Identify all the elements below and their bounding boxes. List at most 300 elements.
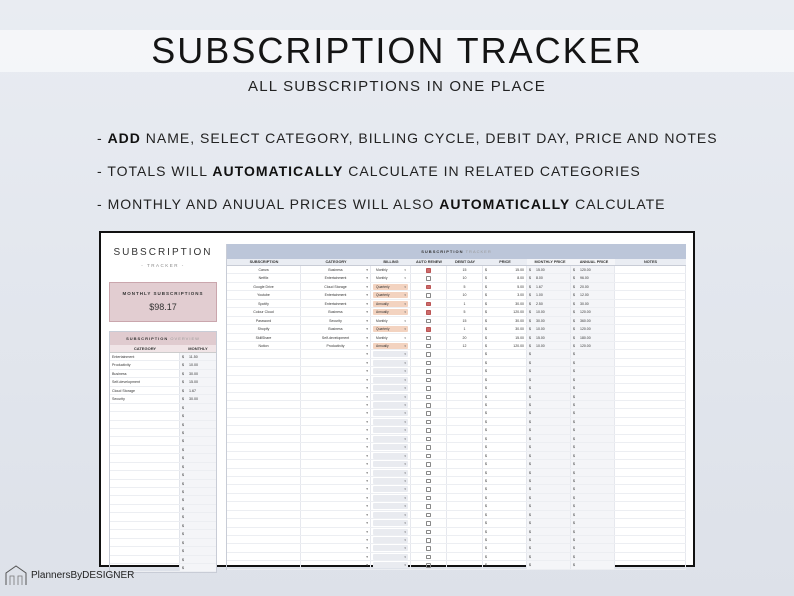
notes-cell[interactable] bbox=[615, 317, 686, 324]
chevron-down-icon[interactable]: ▾ bbox=[366, 445, 368, 450]
auto-renew-checkbox[interactable] bbox=[426, 471, 431, 476]
category-select[interactable] bbox=[301, 266, 371, 273]
price-cell[interactable] bbox=[483, 283, 527, 290]
price-cell[interactable] bbox=[483, 308, 527, 315]
subscription-name-cell[interactable] bbox=[227, 443, 301, 450]
subscription-name-cell[interactable]: Google Drive bbox=[227, 283, 301, 290]
auto-renew-checkbox[interactable] bbox=[426, 386, 431, 391]
category-select[interactable] bbox=[301, 334, 371, 341]
chevron-down-icon[interactable]: ▾ bbox=[366, 470, 368, 475]
billing-select[interactable] bbox=[373, 385, 408, 391]
overview-category-cell[interactable] bbox=[110, 480, 180, 487]
category-select[interactable] bbox=[301, 536, 371, 543]
category-select[interactable] bbox=[301, 502, 371, 509]
category-select[interactable] bbox=[301, 350, 371, 357]
chevron-down-icon[interactable]: ▾ bbox=[366, 276, 368, 281]
chevron-down-icon[interactable]: ▾ bbox=[404, 343, 406, 348]
subscription-name-cell[interactable] bbox=[227, 536, 301, 543]
debit-day-cell[interactable]: 15 bbox=[447, 317, 483, 324]
billing-select[interactable] bbox=[373, 470, 408, 476]
category-select[interactable] bbox=[301, 317, 371, 324]
auto-renew-checkbox[interactable] bbox=[426, 361, 431, 366]
category-select[interactable] bbox=[301, 418, 371, 425]
price-cell[interactable] bbox=[483, 376, 527, 383]
overview-category-cell[interactable] bbox=[110, 437, 180, 444]
billing-select[interactable] bbox=[373, 377, 408, 383]
notes-cell[interactable] bbox=[615, 553, 686, 560]
notes-cell[interactable] bbox=[615, 528, 686, 535]
chevron-down-icon[interactable]: ▾ bbox=[366, 487, 368, 492]
auto-renew-checkbox[interactable] bbox=[426, 530, 431, 535]
category-select[interactable] bbox=[301, 443, 371, 450]
subscription-name-cell[interactable]: Notion bbox=[227, 342, 301, 349]
billing-select[interactable] bbox=[373, 503, 408, 509]
subscription-name-cell[interactable] bbox=[227, 426, 301, 433]
category-select[interactable] bbox=[301, 511, 371, 518]
auto-renew-checkbox[interactable] bbox=[426, 403, 431, 408]
category-select[interactable] bbox=[301, 300, 371, 307]
subscription-name-cell[interactable]: Netflix bbox=[227, 274, 301, 281]
billing-select[interactable] bbox=[373, 453, 408, 459]
chevron-down-icon[interactable]: ▾ bbox=[366, 268, 368, 272]
overview-category-cell[interactable] bbox=[110, 404, 180, 411]
chevron-down-icon[interactable]: ▾ bbox=[404, 352, 406, 357]
chevron-down-icon[interactable]: ▾ bbox=[366, 529, 368, 534]
chevron-down-icon[interactable]: ▾ bbox=[366, 554, 368, 559]
subscription-name-cell[interactable] bbox=[227, 561, 301, 568]
category-select[interactable] bbox=[301, 376, 371, 383]
debit-day-cell[interactable]: 12 bbox=[447, 342, 483, 349]
category-select[interactable] bbox=[301, 519, 371, 526]
billing-select[interactable] bbox=[373, 360, 408, 366]
price-cell[interactable] bbox=[483, 536, 527, 543]
category-select[interactable] bbox=[301, 359, 371, 366]
subscription-name-cell[interactable] bbox=[227, 469, 301, 476]
notes-cell[interactable] bbox=[615, 418, 686, 425]
subscription-name-cell[interactable] bbox=[227, 452, 301, 459]
auto-renew-checkbox[interactable] bbox=[426, 369, 431, 374]
billing-select[interactable] bbox=[373, 309, 408, 315]
billing-select[interactable] bbox=[373, 444, 408, 450]
category-select[interactable] bbox=[301, 401, 371, 408]
price-cell[interactable] bbox=[483, 300, 527, 307]
billing-select[interactable] bbox=[373, 318, 408, 324]
chevron-down-icon[interactable]: ▾ bbox=[404, 377, 406, 382]
notes-cell[interactable] bbox=[615, 274, 686, 281]
subscription-name-cell[interactable] bbox=[227, 376, 301, 383]
price-cell[interactable] bbox=[483, 359, 527, 366]
category-select[interactable] bbox=[301, 426, 371, 433]
notes-cell[interactable] bbox=[615, 334, 686, 341]
chevron-down-icon[interactable]: ▾ bbox=[404, 301, 406, 306]
subscription-name-cell[interactable] bbox=[227, 477, 301, 484]
subscription-name-cell[interactable] bbox=[227, 519, 301, 526]
debit-day-cell[interactable]: 20 bbox=[447, 334, 483, 341]
chevron-down-icon[interactable]: ▾ bbox=[366, 394, 368, 399]
subscription-name-cell[interactable]: Colour Cloud bbox=[227, 308, 301, 315]
billing-select[interactable] bbox=[373, 326, 408, 332]
notes-cell[interactable] bbox=[615, 283, 686, 290]
price-cell[interactable] bbox=[483, 469, 527, 476]
auto-renew-checkbox[interactable] bbox=[426, 319, 431, 324]
chevron-down-icon[interactable]: ▾ bbox=[404, 394, 406, 399]
debit-day-cell[interactable]: 15 bbox=[447, 266, 483, 273]
price-cell[interactable] bbox=[483, 460, 527, 467]
billing-select[interactable] bbox=[373, 495, 408, 501]
category-select[interactable] bbox=[301, 274, 371, 281]
debit-day-cell[interactable] bbox=[447, 367, 483, 374]
chevron-down-icon[interactable]: ▾ bbox=[366, 318, 368, 323]
overview-category-cell[interactable]: Entertainment bbox=[110, 353, 180, 360]
price-cell[interactable] bbox=[483, 511, 527, 518]
price-cell[interactable] bbox=[483, 485, 527, 492]
notes-cell[interactable] bbox=[615, 350, 686, 357]
price-cell[interactable] bbox=[483, 477, 527, 484]
chevron-down-icon[interactable]: ▾ bbox=[366, 335, 368, 340]
debit-day-cell[interactable] bbox=[447, 401, 483, 408]
debit-day-cell[interactable] bbox=[447, 477, 483, 484]
overview-category-cell[interactable] bbox=[110, 496, 180, 503]
debit-day-cell[interactable] bbox=[447, 426, 483, 433]
category-select[interactable] bbox=[301, 460, 371, 467]
price-cell[interactable] bbox=[483, 553, 527, 560]
billing-select[interactable] bbox=[373, 368, 408, 374]
debit-day-cell[interactable] bbox=[447, 528, 483, 535]
debit-day-cell[interactable] bbox=[447, 359, 483, 366]
chevron-down-icon[interactable]: ▾ bbox=[366, 521, 368, 526]
category-select[interactable] bbox=[301, 308, 371, 315]
debit-day-cell[interactable]: 10 bbox=[447, 274, 483, 281]
notes-cell[interactable] bbox=[615, 376, 686, 383]
notes-cell[interactable] bbox=[615, 426, 686, 433]
auto-renew-checkbox[interactable] bbox=[426, 521, 431, 526]
price-cell[interactable] bbox=[483, 384, 527, 391]
category-select[interactable] bbox=[301, 561, 371, 568]
chevron-down-icon[interactable]: ▾ bbox=[366, 462, 368, 467]
price-cell[interactable] bbox=[483, 334, 527, 341]
chevron-down-icon[interactable]: ▾ bbox=[366, 343, 368, 348]
chevron-down-icon[interactable]: ▾ bbox=[404, 360, 406, 365]
debit-day-cell[interactable] bbox=[447, 553, 483, 560]
overview-category-cell[interactable] bbox=[110, 454, 180, 461]
billing-select[interactable] bbox=[373, 343, 408, 349]
billing-select[interactable] bbox=[373, 554, 408, 560]
auto-renew-checkbox[interactable] bbox=[426, 285, 431, 290]
chevron-down-icon[interactable]: ▾ bbox=[404, 470, 406, 475]
debit-day-cell[interactable] bbox=[447, 393, 483, 400]
auto-renew-checkbox[interactable] bbox=[426, 276, 431, 281]
subscription-name-cell[interactable] bbox=[227, 553, 301, 560]
chevron-down-icon[interactable]: ▾ bbox=[404, 403, 406, 407]
subscription-name-cell[interactable] bbox=[227, 409, 301, 416]
notes-cell[interactable] bbox=[615, 452, 686, 459]
subscription-name-cell[interactable]: Spotify bbox=[227, 300, 301, 307]
billing-select[interactable] bbox=[373, 529, 408, 535]
notes-cell[interactable] bbox=[615, 308, 686, 315]
chevron-down-icon[interactable]: ▾ bbox=[366, 360, 368, 365]
subscription-name-cell[interactable]: Youtube bbox=[227, 291, 301, 298]
subscription-name-cell[interactable] bbox=[227, 502, 301, 509]
auto-renew-checkbox[interactable] bbox=[426, 428, 431, 433]
notes-cell[interactable] bbox=[615, 359, 686, 366]
auto-renew-checkbox[interactable] bbox=[426, 310, 431, 315]
notes-cell[interactable] bbox=[615, 409, 686, 416]
notes-cell[interactable] bbox=[615, 342, 686, 349]
debit-day-cell[interactable] bbox=[447, 376, 483, 383]
billing-select[interactable] bbox=[373, 292, 408, 298]
billing-select[interactable] bbox=[373, 520, 408, 526]
notes-cell[interactable] bbox=[615, 511, 686, 518]
debit-day-cell[interactable] bbox=[447, 494, 483, 501]
category-select[interactable] bbox=[301, 342, 371, 349]
auto-renew-checkbox[interactable] bbox=[426, 352, 431, 357]
chevron-down-icon[interactable]: ▾ bbox=[404, 521, 406, 526]
auto-renew-checkbox[interactable] bbox=[426, 411, 431, 416]
auto-renew-checkbox[interactable] bbox=[426, 479, 431, 484]
overview-category-cell[interactable] bbox=[110, 530, 180, 537]
category-select[interactable] bbox=[301, 291, 371, 298]
notes-cell[interactable] bbox=[615, 443, 686, 450]
chevron-down-icon[interactable]: ▾ bbox=[404, 478, 406, 483]
notes-cell[interactable] bbox=[615, 460, 686, 467]
chevron-down-icon[interactable]: ▾ bbox=[366, 538, 368, 542]
category-select[interactable] bbox=[301, 325, 371, 332]
category-select[interactable] bbox=[301, 544, 371, 551]
notes-cell[interactable] bbox=[615, 266, 686, 273]
notes-cell[interactable] bbox=[615, 519, 686, 526]
subscription-name-cell[interactable] bbox=[227, 544, 301, 551]
price-cell[interactable] bbox=[483, 367, 527, 374]
overview-category-cell[interactable]: Self-development bbox=[110, 378, 180, 385]
auto-renew-checkbox[interactable] bbox=[426, 513, 431, 518]
notes-cell[interactable] bbox=[615, 401, 686, 408]
notes-cell[interactable] bbox=[615, 469, 686, 476]
billing-select[interactable] bbox=[373, 461, 408, 467]
chevron-down-icon[interactable]: ▾ bbox=[404, 529, 406, 534]
price-cell[interactable] bbox=[483, 291, 527, 298]
auto-renew-checkbox[interactable] bbox=[426, 336, 431, 341]
chevron-down-icon[interactable]: ▾ bbox=[404, 284, 406, 289]
category-select[interactable] bbox=[301, 469, 371, 476]
price-cell[interactable] bbox=[483, 452, 527, 459]
overview-category-cell[interactable] bbox=[110, 463, 180, 470]
chevron-down-icon[interactable]: ▾ bbox=[404, 512, 406, 517]
notes-cell[interactable] bbox=[615, 494, 686, 501]
chevron-down-icon[interactable]: ▾ bbox=[366, 284, 368, 289]
notes-cell[interactable] bbox=[615, 502, 686, 509]
debit-day-cell[interactable]: 1 bbox=[447, 325, 483, 332]
billing-select[interactable] bbox=[373, 301, 408, 307]
chevron-down-icon[interactable]: ▾ bbox=[366, 301, 368, 306]
chevron-down-icon[interactable]: ▾ bbox=[404, 453, 406, 458]
chevron-down-icon[interactable]: ▾ bbox=[404, 411, 406, 416]
chevron-down-icon[interactable]: ▾ bbox=[404, 538, 406, 542]
price-cell[interactable] bbox=[483, 325, 527, 332]
debit-day-cell[interactable] bbox=[447, 409, 483, 416]
overview-category-cell[interactable] bbox=[110, 446, 180, 453]
debit-day-cell[interactable] bbox=[447, 544, 483, 551]
overview-category-cell[interactable] bbox=[110, 488, 180, 495]
chevron-down-icon[interactable]: ▾ bbox=[404, 445, 406, 450]
category-select[interactable] bbox=[301, 528, 371, 535]
notes-cell[interactable] bbox=[615, 367, 686, 374]
chevron-down-icon[interactable]: ▾ bbox=[366, 403, 368, 407]
price-cell[interactable] bbox=[483, 393, 527, 400]
price-cell[interactable] bbox=[483, 401, 527, 408]
chevron-down-icon[interactable]: ▾ bbox=[404, 293, 406, 298]
price-cell[interactable] bbox=[483, 409, 527, 416]
subscription-name-cell[interactable]: Canva bbox=[227, 266, 301, 273]
category-select[interactable] bbox=[301, 367, 371, 374]
billing-select[interactable] bbox=[373, 335, 408, 341]
chevron-down-icon[interactable]: ▾ bbox=[366, 369, 368, 374]
subscription-name-cell[interactable] bbox=[227, 485, 301, 492]
chevron-down-icon[interactable]: ▾ bbox=[366, 352, 368, 357]
billing-select[interactable] bbox=[373, 436, 408, 442]
auto-renew-checkbox[interactable] bbox=[426, 378, 431, 383]
billing-select[interactable] bbox=[373, 478, 408, 484]
billing-select[interactable] bbox=[373, 351, 408, 357]
debit-day-cell[interactable] bbox=[447, 485, 483, 492]
chevron-down-icon[interactable]: ▾ bbox=[366, 495, 368, 500]
price-cell[interactable] bbox=[483, 342, 527, 349]
billing-select[interactable] bbox=[373, 419, 408, 425]
chevron-down-icon[interactable]: ▾ bbox=[366, 386, 368, 391]
chevron-down-icon[interactable]: ▾ bbox=[366, 411, 368, 416]
auto-renew-checkbox[interactable] bbox=[426, 538, 431, 543]
notes-cell[interactable] bbox=[615, 536, 686, 543]
subscription-name-cell[interactable] bbox=[227, 367, 301, 374]
subscription-name-cell[interactable] bbox=[227, 393, 301, 400]
chevron-down-icon[interactable]: ▾ bbox=[404, 495, 406, 500]
auto-renew-checkbox[interactable] bbox=[426, 293, 431, 298]
chevron-down-icon[interactable]: ▾ bbox=[366, 327, 368, 332]
chevron-down-icon[interactable]: ▾ bbox=[404, 462, 406, 467]
billing-select[interactable] bbox=[373, 410, 408, 416]
debit-day-cell[interactable] bbox=[447, 384, 483, 391]
overview-category-cell[interactable] bbox=[110, 421, 180, 428]
chevron-down-icon[interactable]: ▾ bbox=[366, 436, 368, 441]
debit-day-cell[interactable] bbox=[447, 452, 483, 459]
overview-category-cell[interactable]: Business bbox=[110, 370, 180, 377]
auto-renew-checkbox[interactable] bbox=[426, 344, 431, 349]
chevron-down-icon[interactable]: ▾ bbox=[404, 428, 406, 433]
price-cell[interactable] bbox=[483, 528, 527, 535]
chevron-down-icon[interactable]: ▾ bbox=[366, 504, 368, 509]
debit-day-cell[interactable] bbox=[447, 536, 483, 543]
chevron-down-icon[interactable]: ▾ bbox=[404, 310, 406, 315]
chevron-down-icon[interactable]: ▾ bbox=[404, 504, 406, 509]
price-cell[interactable] bbox=[483, 494, 527, 501]
price-cell[interactable] bbox=[483, 418, 527, 425]
category-select[interactable] bbox=[301, 409, 371, 416]
subscription-name-cell[interactable] bbox=[227, 401, 301, 408]
notes-cell[interactable] bbox=[615, 291, 686, 298]
subscription-name-cell[interactable]: SkillShare bbox=[227, 334, 301, 341]
chevron-down-icon[interactable]: ▾ bbox=[404, 563, 406, 568]
auto-renew-checkbox[interactable] bbox=[426, 268, 431, 273]
debit-day-cell[interactable] bbox=[447, 435, 483, 442]
price-cell[interactable] bbox=[483, 443, 527, 450]
price-cell[interactable] bbox=[483, 544, 527, 551]
notes-cell[interactable] bbox=[615, 561, 686, 568]
overview-category-cell[interactable] bbox=[110, 547, 180, 554]
chevron-down-icon[interactable]: ▾ bbox=[366, 546, 368, 551]
subscription-name-cell[interactable] bbox=[227, 528, 301, 535]
notes-cell[interactable] bbox=[615, 384, 686, 391]
chevron-down-icon[interactable]: ▾ bbox=[404, 554, 406, 559]
debit-day-cell[interactable]: 10 bbox=[447, 291, 483, 298]
notes-cell[interactable] bbox=[615, 300, 686, 307]
overview-category-cell[interactable] bbox=[110, 513, 180, 520]
notes-cell[interactable] bbox=[615, 485, 686, 492]
chevron-down-icon[interactable]: ▾ bbox=[366, 377, 368, 382]
price-cell[interactable] bbox=[483, 519, 527, 526]
chevron-down-icon[interactable]: ▾ bbox=[366, 453, 368, 458]
chevron-down-icon[interactable]: ▾ bbox=[366, 512, 368, 517]
overview-category-cell[interactable]: Cloud Storage bbox=[110, 387, 180, 394]
auto-renew-checkbox[interactable] bbox=[426, 454, 431, 459]
category-select[interactable] bbox=[301, 494, 371, 501]
debit-day-cell[interactable]: 5 bbox=[447, 308, 483, 315]
subscription-name-cell[interactable] bbox=[227, 460, 301, 467]
billing-select[interactable] bbox=[373, 267, 408, 273]
billing-select[interactable] bbox=[373, 537, 408, 543]
auto-renew-checkbox[interactable] bbox=[426, 555, 431, 560]
overview-category-cell[interactable] bbox=[110, 471, 180, 478]
billing-select[interactable] bbox=[373, 545, 408, 551]
chevron-down-icon[interactable]: ▾ bbox=[404, 276, 406, 281]
category-select[interactable] bbox=[301, 452, 371, 459]
auto-renew-checkbox[interactable] bbox=[426, 462, 431, 467]
subscription-name-cell[interactable] bbox=[227, 384, 301, 391]
chevron-down-icon[interactable]: ▾ bbox=[366, 563, 368, 568]
billing-select[interactable] bbox=[373, 562, 408, 568]
auto-renew-checkbox[interactable] bbox=[426, 563, 431, 568]
chevron-down-icon[interactable]: ▾ bbox=[404, 487, 406, 492]
overview-category-cell[interactable]: Productivity bbox=[110, 361, 180, 368]
debit-day-cell[interactable] bbox=[447, 502, 483, 509]
debit-day-cell[interactable] bbox=[447, 561, 483, 568]
billing-select[interactable] bbox=[373, 512, 408, 518]
auto-renew-checkbox[interactable] bbox=[426, 420, 431, 425]
billing-select[interactable] bbox=[373, 284, 408, 290]
chevron-down-icon[interactable]: ▾ bbox=[404, 318, 406, 323]
auto-renew-checkbox[interactable] bbox=[426, 504, 431, 509]
category-select[interactable] bbox=[301, 477, 371, 484]
overview-category-cell[interactable] bbox=[110, 429, 180, 436]
auto-renew-checkbox[interactable] bbox=[426, 327, 431, 332]
chevron-down-icon[interactable]: ▾ bbox=[404, 369, 406, 374]
billing-select[interactable] bbox=[373, 275, 408, 281]
subscription-name-cell[interactable] bbox=[227, 435, 301, 442]
chevron-down-icon[interactable]: ▾ bbox=[404, 546, 406, 551]
subscription-name-cell[interactable] bbox=[227, 494, 301, 501]
overview-category-cell[interactable] bbox=[110, 412, 180, 419]
debit-day-cell[interactable] bbox=[447, 460, 483, 467]
price-cell[interactable] bbox=[483, 274, 527, 281]
chevron-down-icon[interactable]: ▾ bbox=[366, 419, 368, 424]
notes-cell[interactable] bbox=[615, 435, 686, 442]
category-select[interactable] bbox=[301, 485, 371, 492]
overview-category-cell[interactable]: Security bbox=[110, 395, 180, 402]
notes-cell[interactable] bbox=[615, 393, 686, 400]
subscription-name-cell[interactable] bbox=[227, 418, 301, 425]
category-select[interactable] bbox=[301, 553, 371, 560]
auto-renew-checkbox[interactable] bbox=[426, 546, 431, 551]
chevron-down-icon[interactable]: ▾ bbox=[404, 268, 406, 272]
billing-select[interactable] bbox=[373, 394, 408, 400]
